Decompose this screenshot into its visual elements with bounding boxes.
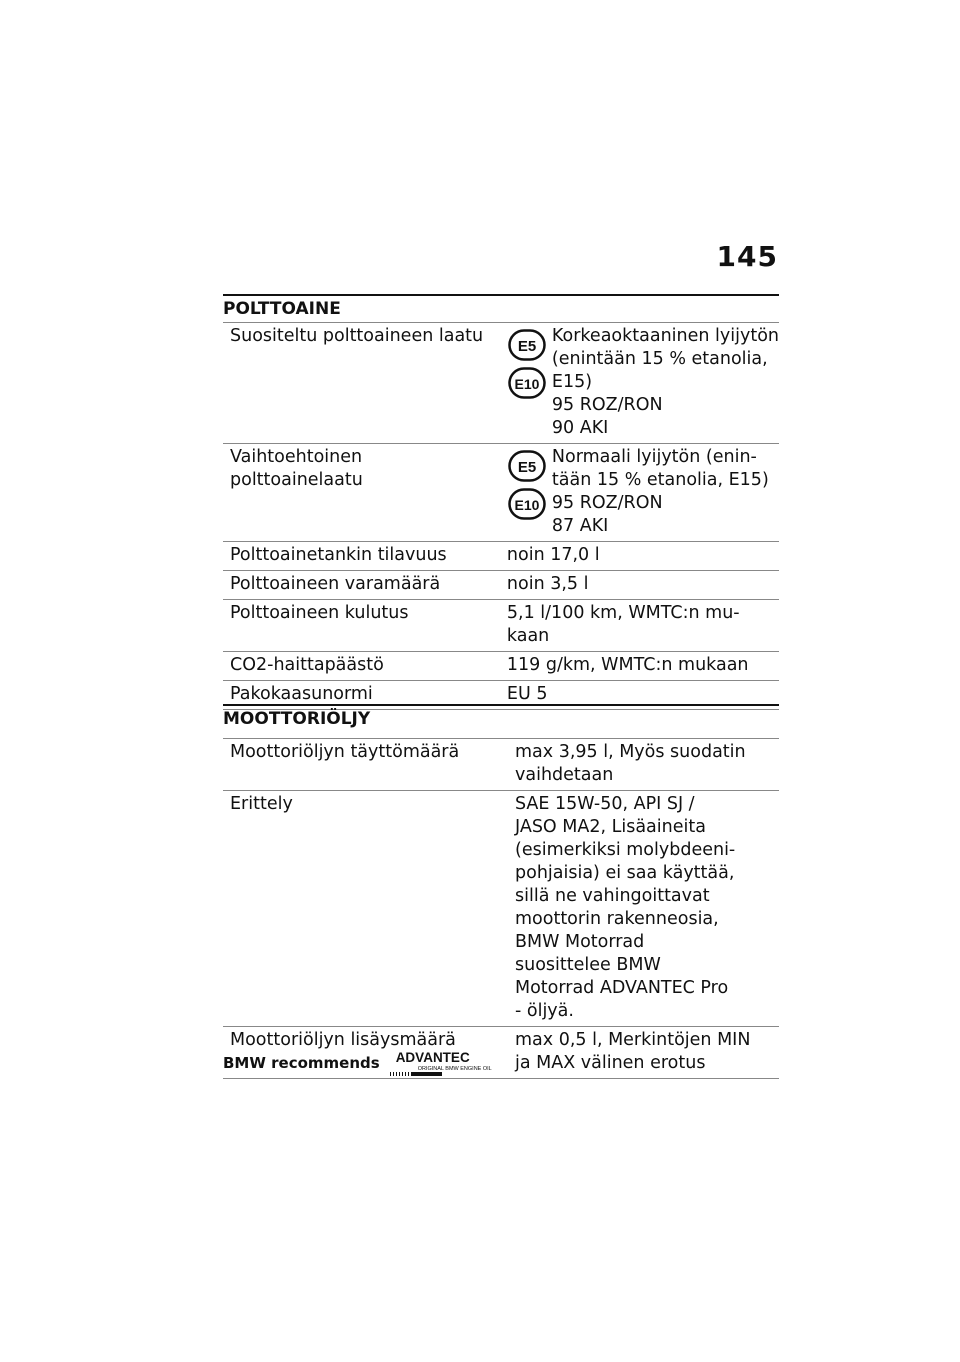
fuel-table xyxy=(223,322,779,710)
spec-label: Vaihtoehtoinen polttoainelaatu xyxy=(223,444,500,542)
table-row xyxy=(223,323,779,444)
table-row xyxy=(223,444,779,542)
fuel-heading: POLTTOAINE xyxy=(223,294,779,322)
spec-value: Korkeaoktaaninen lyijytön (enintään 15 % etanolia, E15) 95 ROZ/RON 90 AKI xyxy=(551,326,779,438)
spec-label: Erittely xyxy=(223,791,508,1027)
e5-fuel-icon xyxy=(508,329,546,361)
spec-label: Suositeltu polttoaineen laatu xyxy=(223,323,500,444)
spec-value: 119 g/km, WMTC:n mukaan xyxy=(500,652,779,681)
svg-text:E10: E10 xyxy=(514,376,540,392)
table-row xyxy=(223,571,779,600)
spec-label: Polttoaineen varamäärä xyxy=(223,571,500,600)
page-number: 145 xyxy=(716,240,778,273)
table-row xyxy=(223,652,779,681)
spec-value: EU 5 xyxy=(500,681,779,710)
logo-subtitle: ORIGINAL BMW ENGINE OIL xyxy=(417,1066,492,1072)
logo-name: ADVANTEC xyxy=(395,1050,470,1065)
svg-text:E5: E5 xyxy=(517,459,537,476)
e5-fuel-icon xyxy=(508,450,546,482)
logo-bar-solid xyxy=(412,1072,442,1076)
spec-value: Normaali lyijytön (enin- tään 15 % etanolia, E15) 95 ROZ/RON 87 AKI xyxy=(551,447,769,536)
spec-label: Polttoainetankin tilavuus xyxy=(223,542,500,571)
table-row xyxy=(223,791,779,1027)
e10-fuel-icon xyxy=(508,367,546,399)
advantec-logo xyxy=(390,1050,490,1078)
spec-value: max 0,5 l, Merkintöjen MIN ja MAX välinen erotus xyxy=(508,1027,779,1079)
table-row xyxy=(223,739,779,791)
table-row xyxy=(223,600,779,652)
spec-value: 5,1 l/100 km, WMTC:n mu- kaan xyxy=(500,600,779,652)
spec-label: Polttoaineen kulutus xyxy=(223,600,500,652)
oil-section xyxy=(223,704,779,1079)
spec-value: noin 3,5 l xyxy=(500,571,779,600)
spec-label: Moottoriöljyn lisäysmäärä xyxy=(223,1027,508,1079)
e10-fuel-icon xyxy=(508,488,546,520)
svg-text:E10: E10 xyxy=(514,497,540,513)
table-row xyxy=(223,542,779,571)
recommend-label: BMW recommends xyxy=(223,1054,380,1072)
oil-heading: MOOTTORIÖLJY xyxy=(223,704,779,738)
spec-value: max 3,95 l, Myös suodatin vaihdetaan xyxy=(508,739,779,791)
svg-text:E5: E5 xyxy=(517,338,537,355)
spec-value: noin 17,0 l xyxy=(500,542,779,571)
bmw-recommends xyxy=(223,1050,490,1078)
spec-label: CO2-haittapäästö xyxy=(223,652,500,681)
spec-label: Moottoriöljyn täyttömäärä xyxy=(223,739,508,791)
spec-value: SAE 15W-50, API SJ / JASO MA2, Lisäaineita (esimerkiksi molybdeeni- pohjaisia) ei saa käyttää, sillä ne vahingoittavat moottorin rakenneosia, BMW Motorrad suosittelee BMW Motorrad ADVANTEC Pro - öljyä. xyxy=(508,791,779,1027)
fuel-section xyxy=(223,294,779,710)
oil-table xyxy=(223,738,779,1079)
spec-label: Pakokaasunormi xyxy=(223,681,500,710)
